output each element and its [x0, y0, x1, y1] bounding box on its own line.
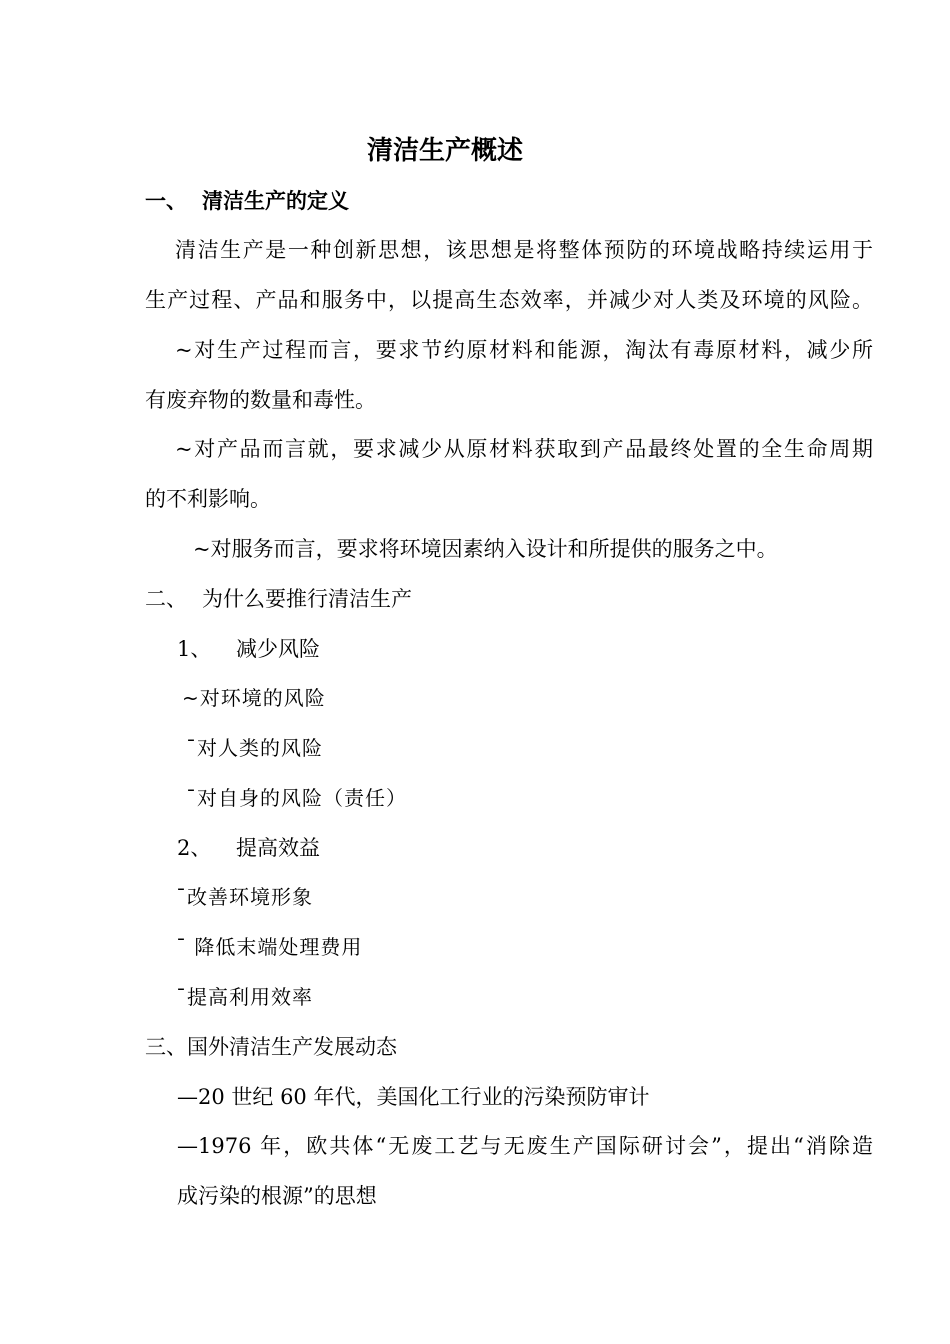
section-3-heading: 三、国外清洁生产发展动态	[145, 1035, 397, 1059]
paragraph-definition-line-2: 生产过程、产品和服务中，以提高生态效率，并减少对人类及环境的风险。	[145, 288, 873, 312]
paragraph-product-line-1: ~对产品而言就，要求减少从原材料获取到产品最终处置的全生命周期	[175, 437, 873, 461]
sub-item-human-risk: ¯对人类的风险	[186, 736, 323, 760]
paragraph-process-line-1: ~对生产过程而言，要求节约原材料和能源，淘汰有毒原材料，减少所	[175, 338, 873, 362]
sub-item-environment-risk: ~对环境的风险	[182, 686, 326, 710]
paragraph-definition-line-1: 清洁生产是一种创新思想，该思想是将整体预防的环境战略持续运用于	[175, 238, 873, 262]
paragraph-service: ~对服务而言，要求将环境因素纳入设计和所提供的服务之中。	[193, 537, 778, 561]
list-item-2-number: 2、	[177, 836, 212, 860]
document-title: 清洁生产概述	[366, 136, 523, 166]
section-2-heading-number: 二、	[145, 587, 187, 611]
sub-item-self-risk: ¯对自身的风险（责任）	[186, 786, 407, 810]
list-item-1-number: 1、	[177, 637, 212, 661]
sub-item-image: ¯改善环境形象	[176, 885, 313, 909]
history-line-1960s: —20 世纪 60 年代，美国化工行业的污染预防审计	[177, 1085, 650, 1109]
list-item-1-text: 减少风险	[236, 637, 320, 661]
history-line-1976: —1976 年，欧共体“无废工艺与无废生产国际研讨会”，提出“消除造	[177, 1134, 873, 1158]
section-1-heading: 清洁生产的定义	[202, 188, 349, 213]
history-line-1976-continued: 成污染的根源”的思想	[177, 1184, 377, 1208]
sub-item-cost: ¯ 降低末端处理费用	[176, 935, 363, 959]
section-2-heading: 为什么要推行清洁生产	[202, 587, 412, 611]
paragraph-process-line-2: 有废弃物的数量和毒性。	[145, 388, 376, 412]
paragraph-product-line-2: 的不利影响。	[145, 487, 271, 511]
section-1-heading-number: 一、	[145, 188, 187, 213]
list-item-2-text: 提高效益	[236, 836, 320, 860]
sub-item-efficiency: ¯提高利用效率	[176, 985, 313, 1009]
